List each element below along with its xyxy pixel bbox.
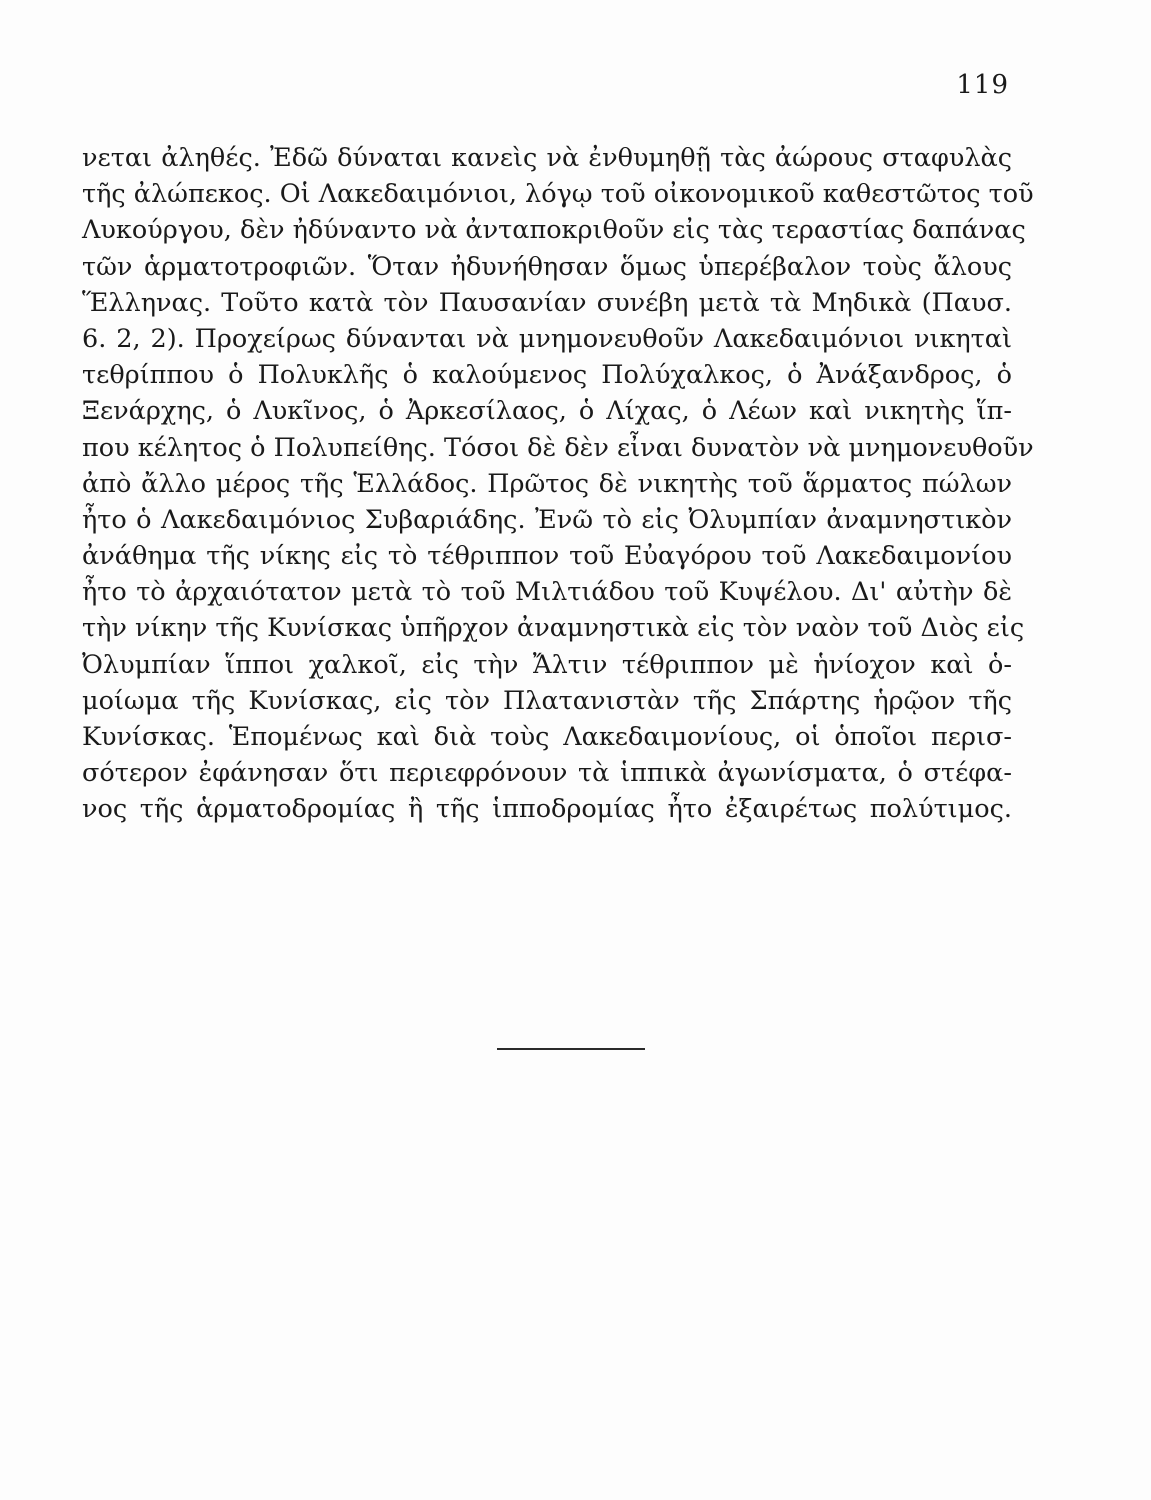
body-paragraph — [82, 140, 1034, 828]
page-number: 119 — [956, 70, 1009, 100]
text-line: Ἕλληνας. Τοῦτο κατὰ τὸν Παυσανίαν συνέβη μετὰ τὰ Μηδικὰ (Παυσ. — [82, 287, 1012, 318]
text-line: ἀνάθημα τῆς νίκης εἰς τὸ τέθριππον τοῦ Εὐαγόρου τοῦ Λακεδαιμονίου — [82, 541, 1012, 572]
text-line: σότερον ἐφάνησαν ὅτι περιεφρόνουν τὰ ἱππικὰ ἀγωνίσματα, ὁ στέφα- — [82, 758, 1012, 789]
section-end-rule — [497, 1048, 645, 1050]
text-line: τὴν νίκην τῆς Κυνίσκας ὑπῆρχον ἀναμνηστικὰ εἰς τὸν ναὸν τοῦ Διὸς εἰς — [82, 613, 1025, 644]
text-line: τεθρίππου ὁ Πολυκλῆς ὁ καλούμενος Πολύχαλκος, ὁ Ἀνάξανδρος, ὁ — [82, 360, 1012, 391]
text-line: νεται ἀληθές. Ἐδῶ δύναται κανεὶς νὰ ἐνθυμηθῇ τὰς ἀώρους σταφυλὰς — [82, 143, 1012, 173]
text-line: Κυνίσκας. Ἑπομένως καὶ διὰ τοὺς Λακεδαιμονίους, οἱ ὁποῖοι περισ- — [82, 722, 1012, 752]
text-line: που κέλητος ὁ Πολυπείθης. Τόσοι δὲ δὲν εἶναι δυνατὸν νὰ μνημονευθοῦν — [82, 432, 1034, 463]
text-line: μοίωμα τῆς Κυνίσκας, εἰς τὸν Πλατανιστὰν τῆς Σπάρτης ἡρῷον τῆς — [82, 685, 1012, 716]
text-line: ἀπὸ ἄλλο μέρος τῆς Ἑλλάδος. Πρῶτος δὲ νικητὴς τοῦ ἅρματος πώλων — [82, 468, 1012, 499]
text-line: ἦτο ὁ Λακεδαιμόνιος Συβαριάδης. Ἐνῶ τὸ εἰς Ὀλυμπίαν ἀναμνηστικὸν — [82, 504, 1012, 535]
text-line: Ξενάρχης, ὁ Λυκῖνος, ὁ Ἀρκεσίλαος, ὁ Λίχας, ὁ Λέων καὶ νικητὴς ἵπ- — [82, 396, 1012, 427]
text-line: τῆς ἀλώπεκος. Οἱ Λακεδαιμόνιοι, λόγῳ τοῦ οἰκονομικοῦ καθεστῶτος τοῦ — [82, 179, 1034, 210]
text-line: Λυκούργου, δὲν ἠδύναντο νὰ ἀνταποκριθοῦν εἰς τὰς τεραστίας δαπάνας — [82, 215, 1026, 246]
text-line: ἦτο τὸ ἀρχαιότατον μετὰ τὸ τοῦ Μιλτιάδου τοῦ Κυψέλου. Δι' αὐτὴν δὲ — [82, 577, 1012, 608]
text-line: Ὀλυμπίαν ἵπποι χαλκοῖ, εἰς τὴν Ἄλτιν τέθριππον μὲ ἡνίοχον καὶ ὁ- — [82, 649, 1012, 680]
text-line: τῶν ἁρματοτροφιῶν. Ὅταν ἠδυνήθησαν ὅμως ὑπερέβαλον τοὺς ἄλους — [82, 251, 1012, 282]
text-line: 6. 2, 2). Προχείρως δύνανται νὰ μνημονευθοῦν Λακεδαιμόνιοι νικηταὶ — [82, 323, 1012, 354]
text-line: νος τῆς ἁρματοδρομίας ἢ τῆς ἱπποδρομίας ἦτο ἐξαιρέτως πολύτιμος. — [82, 794, 1012, 825]
